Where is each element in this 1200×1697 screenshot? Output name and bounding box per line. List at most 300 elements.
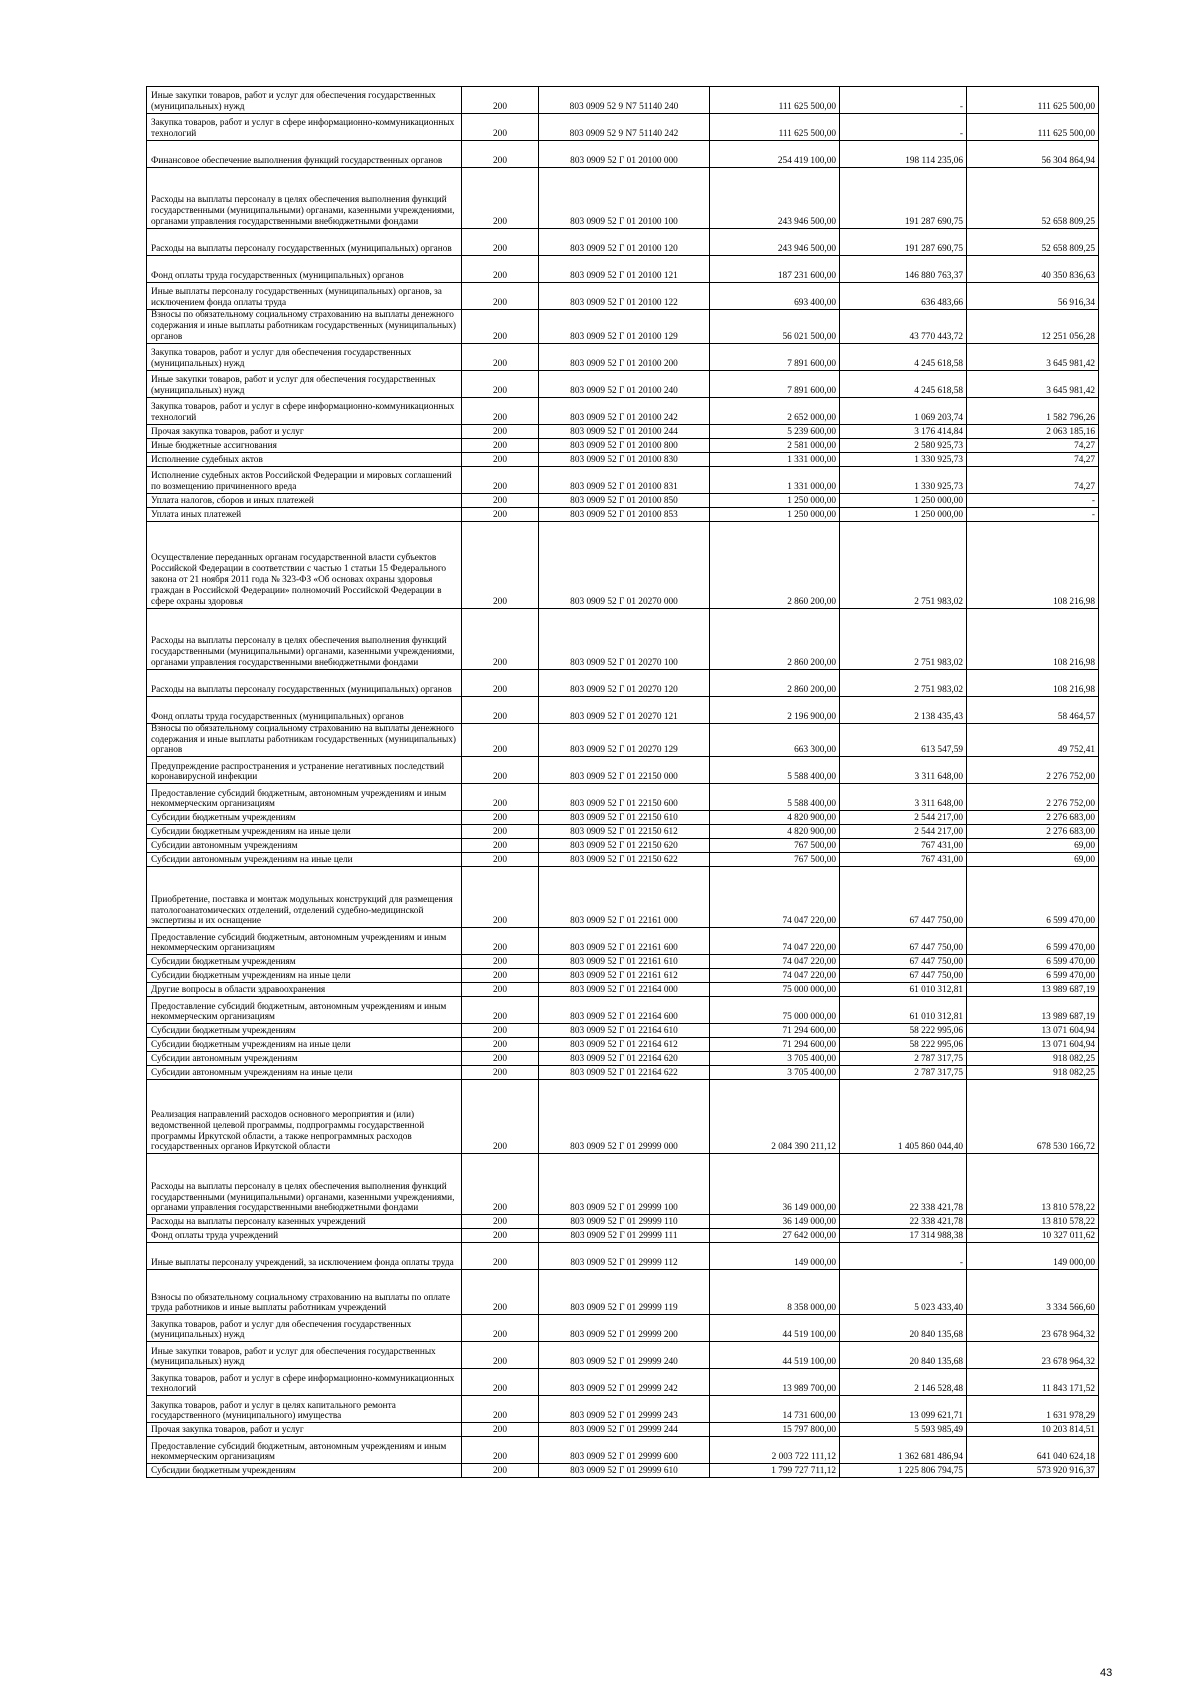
row-classification-code: 803 0909 52 Г 01 22150 000 xyxy=(539,757,710,784)
row-classification-code: 803 0909 52 Г 01 20100 850 xyxy=(539,493,710,507)
row-unexecuted-amount: 111 625 500,00 xyxy=(967,87,1099,114)
row-executed-amount: 3 176 414,84 xyxy=(840,424,967,438)
row-classification-code: 803 0909 52 Г 01 20100 100 xyxy=(539,168,710,229)
row-approved-amount: 7 891 600,00 xyxy=(710,370,840,397)
row-line-code: 200 xyxy=(462,1038,539,1052)
row-approved-amount: 111 625 500,00 xyxy=(710,114,840,141)
row-approved-amount: 1 331 000,00 xyxy=(710,452,840,466)
row-classification-code: 803 0909 52 Г 01 20270 120 xyxy=(539,669,710,696)
row-executed-amount: 67 447 750,00 xyxy=(840,867,967,928)
row-executed-amount: 5 593 985,49 xyxy=(840,1423,967,1437)
row-unexecuted-amount: 641 040 624,18 xyxy=(967,1437,1099,1464)
table-row xyxy=(147,1024,1099,1038)
row-line-code: 200 xyxy=(462,397,539,424)
table-row xyxy=(147,493,1099,507)
row-name: Фонд оплаты труда учреждений xyxy=(147,1229,462,1243)
row-name: Другие вопросы в области здравоохранения xyxy=(147,983,462,997)
row-approved-amount: 3 705 400,00 xyxy=(710,1066,840,1080)
row-classification-code: 803 0909 52 Г 01 20100 853 xyxy=(539,507,710,521)
row-name: Иные выплаты персоналу государственных (муниципальных) органов, за исключением фонда оплаты труда xyxy=(147,283,462,310)
row-classification-code: 803 0909 52 Г 01 22164 612 xyxy=(539,1038,710,1052)
row-classification-code: 803 0909 52 Г 01 22150 600 xyxy=(539,784,710,811)
row-name: Расходы на выплаты персоналу в целях обеспечения выполнения функций государственными (муниципальными) органами, казенными учреждениями, органами управления государственными внебюджетными фондами xyxy=(147,168,462,229)
table-row xyxy=(147,87,1099,114)
row-unexecuted-amount: - xyxy=(967,507,1099,521)
table-body xyxy=(147,87,1099,1478)
row-unexecuted-amount: 6 599 470,00 xyxy=(967,867,1099,928)
table-row xyxy=(147,969,1099,983)
row-name: Предоставление субсидий бюджетным, автономным учреждениям и иным некоммерческим организациям xyxy=(147,1437,462,1464)
row-executed-amount: 2 751 983,02 xyxy=(840,521,967,608)
row-approved-amount: 44 519 100,00 xyxy=(710,1342,840,1369)
table-row xyxy=(147,784,1099,811)
row-unexecuted-amount: 69,00 xyxy=(967,853,1099,867)
row-name: Субсидии бюджетным учреждениям xyxy=(147,811,462,825)
table-row xyxy=(147,723,1099,757)
row-line-code: 200 xyxy=(462,256,539,283)
row-classification-code: 803 0909 52 Г 01 22164 610 xyxy=(539,1024,710,1038)
row-executed-amount: 1 362 681 486,94 xyxy=(840,1437,967,1464)
row-executed-amount: 2 787 317,75 xyxy=(840,1052,967,1066)
row-classification-code: 803 0909 52 Г 01 29999 119 xyxy=(539,1270,710,1315)
table-row xyxy=(147,1215,1099,1229)
row-executed-amount: - xyxy=(840,1243,967,1270)
row-approved-amount: 27 642 000,00 xyxy=(710,1229,840,1243)
row-executed-amount: 613 547,59 xyxy=(840,723,967,757)
row-approved-amount: 2 860 200,00 xyxy=(710,669,840,696)
row-name: Финансовое обеспечение выполнения функций государственных органов xyxy=(147,141,462,168)
row-unexecuted-amount: 52 658 809,25 xyxy=(967,168,1099,229)
row-classification-code: 803 0909 52 Г 01 22164 622 xyxy=(539,1066,710,1080)
row-line-code: 200 xyxy=(462,969,539,983)
row-line-code: 200 xyxy=(462,1396,539,1423)
row-unexecuted-amount: 2 276 683,00 xyxy=(967,825,1099,839)
row-classification-code: 803 0909 52 Г 01 29999 610 xyxy=(539,1464,710,1478)
row-line-code: 200 xyxy=(462,1080,539,1154)
row-unexecuted-amount: 918 082,25 xyxy=(967,1052,1099,1066)
row-unexecuted-amount: 74,27 xyxy=(967,452,1099,466)
row-executed-amount: - xyxy=(840,87,967,114)
row-approved-amount: 254 419 100,00 xyxy=(710,141,840,168)
row-unexecuted-amount: 2 063 185,16 xyxy=(967,424,1099,438)
row-executed-amount: 2 751 983,02 xyxy=(840,669,967,696)
row-line-code: 200 xyxy=(462,168,539,229)
table-row xyxy=(147,141,1099,168)
row-approved-amount: 767 500,00 xyxy=(710,839,840,853)
row-line-code: 200 xyxy=(462,1215,539,1229)
row-name: Прочая закупка товаров, работ и услуг xyxy=(147,1423,462,1437)
table-row xyxy=(147,608,1099,669)
row-line-code: 200 xyxy=(462,608,539,669)
row-executed-amount: 1 069 203,74 xyxy=(840,397,967,424)
row-name: Субсидии автономным учреждениям на иные цели xyxy=(147,1066,462,1080)
row-executed-amount: - xyxy=(840,114,967,141)
table-row xyxy=(147,757,1099,784)
row-approved-amount: 36 149 000,00 xyxy=(710,1215,840,1229)
row-executed-amount: 67 447 750,00 xyxy=(840,969,967,983)
row-unexecuted-amount: 52 658 809,25 xyxy=(967,229,1099,256)
row-line-code: 200 xyxy=(462,669,539,696)
row-name: Предоставление субсидий бюджетным, автономным учреждениям и иным некоммерческим организациям xyxy=(147,997,462,1024)
table-row xyxy=(147,825,1099,839)
row-executed-amount: 20 840 135,68 xyxy=(840,1342,967,1369)
row-executed-amount: 4 245 618,58 xyxy=(840,370,967,397)
row-approved-amount: 2 652 000,00 xyxy=(710,397,840,424)
row-line-code: 200 xyxy=(462,1066,539,1080)
row-approved-amount: 2 003 722 111,12 xyxy=(710,1437,840,1464)
row-name: Расходы на выплаты персоналу в целях обеспечения выполнения функций государственными (муниципальными) органами, казенными учреждениями, органами управления государственными внебюджетными фондами xyxy=(147,1154,462,1215)
row-unexecuted-amount: 13 071 604,94 xyxy=(967,1038,1099,1052)
row-approved-amount: 44 519 100,00 xyxy=(710,1315,840,1342)
row-unexecuted-amount: 108 216,98 xyxy=(967,608,1099,669)
row-line-code: 200 xyxy=(462,507,539,521)
row-name: Субсидии бюджетным учреждениям xyxy=(147,1464,462,1478)
row-line-code: 200 xyxy=(462,1369,539,1396)
row-classification-code: 803 0909 52 Г 01 22150 622 xyxy=(539,853,710,867)
row-name: Исполнение судебных актов xyxy=(147,452,462,466)
row-name: Взносы по обязательному социальному страхованию на выплаты денежного содержания и иные выплаты работникам государственных (муниципальных) органов xyxy=(147,723,462,757)
table-row xyxy=(147,507,1099,521)
row-line-code: 200 xyxy=(462,521,539,608)
row-classification-code: 803 0909 52 Г 01 29999 112 xyxy=(539,1243,710,1270)
table-row xyxy=(147,1052,1099,1066)
row-approved-amount: 149 000,00 xyxy=(710,1243,840,1270)
row-executed-amount: 1 330 925,73 xyxy=(840,466,967,493)
row-executed-amount: 191 287 690,75 xyxy=(840,229,967,256)
row-approved-amount: 2 196 900,00 xyxy=(710,696,840,723)
row-unexecuted-amount: 678 530 166,72 xyxy=(967,1080,1099,1154)
row-approved-amount: 4 820 900,00 xyxy=(710,811,840,825)
row-classification-code: 803 0909 52 Г 01 29999 111 xyxy=(539,1229,710,1243)
row-unexecuted-amount: 23 678 964,32 xyxy=(967,1315,1099,1342)
table-row xyxy=(147,370,1099,397)
row-unexecuted-amount: 3 334 566,60 xyxy=(967,1270,1099,1315)
row-approved-amount: 2 084 390 211,12 xyxy=(710,1080,840,1154)
row-line-code: 200 xyxy=(462,723,539,757)
row-executed-amount: 4 245 618,58 xyxy=(840,343,967,370)
row-line-code: 200 xyxy=(462,928,539,955)
row-classification-code: 803 0909 52 Г 01 20100 122 xyxy=(539,283,710,310)
row-approved-amount: 13 989 700,00 xyxy=(710,1369,840,1396)
row-approved-amount: 71 294 600,00 xyxy=(710,1038,840,1052)
table-row xyxy=(147,1066,1099,1080)
row-line-code: 200 xyxy=(462,283,539,310)
row-approved-amount: 1 250 000,00 xyxy=(710,493,840,507)
row-classification-code: 803 0909 52 Г 01 22150 620 xyxy=(539,839,710,853)
row-unexecuted-amount: 2 276 752,00 xyxy=(967,757,1099,784)
row-classification-code: 803 0909 52 Г 01 22164 600 xyxy=(539,997,710,1024)
row-unexecuted-amount: 3 645 981,42 xyxy=(967,343,1099,370)
row-approved-amount: 74 047 220,00 xyxy=(710,928,840,955)
row-line-code: 200 xyxy=(462,1315,539,1342)
table-row xyxy=(147,811,1099,825)
row-approved-amount: 5 588 400,00 xyxy=(710,784,840,811)
row-approved-amount: 1 331 000,00 xyxy=(710,466,840,493)
table-row xyxy=(147,466,1099,493)
row-classification-code: 803 0909 52 Г 01 29999 200 xyxy=(539,1315,710,1342)
row-unexecuted-amount: 6 599 470,00 xyxy=(967,928,1099,955)
row-name: Предоставление субсидий бюджетным, автономным учреждениям и иным некоммерческим организациям xyxy=(147,784,462,811)
row-unexecuted-amount: - xyxy=(967,493,1099,507)
row-executed-amount: 2 544 217,00 xyxy=(840,811,967,825)
row-line-code: 200 xyxy=(462,839,539,853)
row-unexecuted-amount: 13 810 578,22 xyxy=(967,1154,1099,1215)
row-line-code: 200 xyxy=(462,466,539,493)
row-line-code: 200 xyxy=(462,784,539,811)
row-executed-amount: 1 405 860 044,40 xyxy=(840,1080,967,1154)
row-name: Закупка товаров, работ и услуг в сфере информационно-коммуникационных технологий xyxy=(147,397,462,424)
row-unexecuted-amount: 2 276 683,00 xyxy=(967,811,1099,825)
row-classification-code: 803 0909 52 Г 01 22164 620 xyxy=(539,1052,710,1066)
row-line-code: 200 xyxy=(462,853,539,867)
row-classification-code: 803 0909 52 Г 01 20100 200 xyxy=(539,343,710,370)
row-name: Уплата иных платежей xyxy=(147,507,462,521)
row-classification-code: 803 0909 52 Г 01 20100 830 xyxy=(539,452,710,466)
row-approved-amount: 187 231 600,00 xyxy=(710,256,840,283)
row-classification-code: 803 0909 52 Г 01 20270 000 xyxy=(539,521,710,608)
table-row xyxy=(147,168,1099,229)
row-name: Фонд оплаты труда государственных (муниципальных) органов xyxy=(147,696,462,723)
row-unexecuted-amount: 108 216,98 xyxy=(967,521,1099,608)
row-executed-amount: 2 787 317,75 xyxy=(840,1066,967,1080)
table-row xyxy=(147,867,1099,928)
row-approved-amount: 2 860 200,00 xyxy=(710,521,840,608)
row-classification-code: 803 0909 52 Г 01 20100 240 xyxy=(539,370,710,397)
row-unexecuted-amount: 918 082,25 xyxy=(967,1066,1099,1080)
row-approved-amount: 75 000 000,00 xyxy=(710,983,840,997)
table-row xyxy=(147,696,1099,723)
row-approved-amount: 4 820 900,00 xyxy=(710,825,840,839)
row-line-code: 200 xyxy=(462,493,539,507)
row-unexecuted-amount: 11 843 171,52 xyxy=(967,1369,1099,1396)
table-row xyxy=(147,928,1099,955)
table-row xyxy=(147,452,1099,466)
row-executed-amount: 67 447 750,00 xyxy=(840,928,967,955)
row-name: Субсидии бюджетным учреждениям на иные цели xyxy=(147,825,462,839)
row-executed-amount: 1 225 806 794,75 xyxy=(840,1464,967,1478)
row-classification-code: 803 0909 52 Г 01 20100 244 xyxy=(539,424,710,438)
table-row xyxy=(147,1342,1099,1369)
table-row xyxy=(147,669,1099,696)
row-unexecuted-amount: 74,27 xyxy=(967,466,1099,493)
row-executed-amount: 61 010 312,81 xyxy=(840,983,967,997)
row-executed-amount: 22 338 421,78 xyxy=(840,1215,967,1229)
table-row xyxy=(147,997,1099,1024)
row-name: Субсидии бюджетным учреждениям на иные цели xyxy=(147,1038,462,1052)
row-approved-amount: 74 047 220,00 xyxy=(710,969,840,983)
row-classification-code: 803 0909 52 Г 01 22161 600 xyxy=(539,928,710,955)
row-unexecuted-amount: 3 645 981,42 xyxy=(967,370,1099,397)
row-executed-amount: 3 311 648,00 xyxy=(840,784,967,811)
row-classification-code: 803 0909 52 Г 01 20100 831 xyxy=(539,466,710,493)
row-approved-amount: 111 625 500,00 xyxy=(710,87,840,114)
row-line-code: 200 xyxy=(462,983,539,997)
row-unexecuted-amount: 69,00 xyxy=(967,839,1099,853)
table-row xyxy=(147,1229,1099,1243)
row-line-code: 200 xyxy=(462,87,539,114)
row-executed-amount: 61 010 312,81 xyxy=(840,997,967,1024)
row-line-code: 200 xyxy=(462,1437,539,1464)
row-name: Расходы на выплаты персоналу казенных учреждений xyxy=(147,1215,462,1229)
row-approved-amount: 15 797 800,00 xyxy=(710,1423,840,1437)
row-approved-amount: 5 588 400,00 xyxy=(710,757,840,784)
table-row xyxy=(147,1396,1099,1423)
row-name: Иные закупки товаров, работ и услуг для обеспечения государственных (муниципальных) нужд xyxy=(147,87,462,114)
row-classification-code: 803 0909 52 Г 01 29999 240 xyxy=(539,1342,710,1369)
row-line-code: 200 xyxy=(462,955,539,969)
row-classification-code: 803 0909 52 Г 01 22150 612 xyxy=(539,825,710,839)
row-classification-code: 803 0909 52 Г 01 22164 000 xyxy=(539,983,710,997)
row-approved-amount: 36 149 000,00 xyxy=(710,1154,840,1215)
row-executed-amount: 767 431,00 xyxy=(840,853,967,867)
table-row xyxy=(147,839,1099,853)
row-approved-amount: 243 946 500,00 xyxy=(710,168,840,229)
row-name: Приобретение, поставка и монтаж модульных конструкций для размещения патологоанатомических отделений, отделений судебно-медицинской экспертизы и их оснащение xyxy=(147,867,462,928)
row-name: Расходы на выплаты персоналу в целях обеспечения выполнения функций государственными (муниципальными) органами, казенными учреждениями, органами управления государственными внебюджетными фондами xyxy=(147,608,462,669)
row-approved-amount: 243 946 500,00 xyxy=(710,229,840,256)
row-classification-code: 803 0909 52 9 N7 51140 240 xyxy=(539,87,710,114)
row-unexecuted-amount: 13 810 578,22 xyxy=(967,1215,1099,1229)
row-unexecuted-amount: 6 599 470,00 xyxy=(967,969,1099,983)
row-name: Уплата налогов, сборов и иных платежей xyxy=(147,493,462,507)
row-executed-amount: 1 250 000,00 xyxy=(840,507,967,521)
row-line-code: 200 xyxy=(462,1464,539,1478)
row-classification-code: 803 0909 52 Г 01 29999 110 xyxy=(539,1215,710,1229)
row-unexecuted-amount: 149 000,00 xyxy=(967,1243,1099,1270)
row-classification-code: 803 0909 52 Г 01 22161 612 xyxy=(539,969,710,983)
row-unexecuted-amount: 74,27 xyxy=(967,438,1099,452)
row-name: Закупка товаров, работ и услуг в целях капитального ремонта государственного (муниципального) имущества xyxy=(147,1396,462,1423)
row-line-code: 200 xyxy=(462,1024,539,1038)
budget-execution-table xyxy=(146,86,1099,1478)
row-name: Субсидии автономным учреждениям на иные цели xyxy=(147,853,462,867)
row-unexecuted-amount: 573 920 916,37 xyxy=(967,1464,1099,1478)
row-classification-code: 803 0909 52 Г 01 20100 242 xyxy=(539,397,710,424)
row-executed-amount: 2 146 528,48 xyxy=(840,1369,967,1396)
table-row xyxy=(147,1038,1099,1052)
table-row xyxy=(147,1154,1099,1215)
row-name: Субсидии бюджетным учреждениям xyxy=(147,955,462,969)
row-unexecuted-amount: 13 989 687,19 xyxy=(967,997,1099,1024)
row-name: Расходы на выплаты персоналу государственных (муниципальных) органов xyxy=(147,229,462,256)
row-unexecuted-amount: 1 631 978,29 xyxy=(967,1396,1099,1423)
row-name: Иные выплаты персоналу учреждений, за исключением фонда оплаты труда xyxy=(147,1243,462,1270)
table-row xyxy=(147,310,1099,344)
row-unexecuted-amount: 10 203 814,51 xyxy=(967,1423,1099,1437)
row-approved-amount: 74 047 220,00 xyxy=(710,955,840,969)
row-executed-amount: 1 250 000,00 xyxy=(840,493,967,507)
row-unexecuted-amount: 23 678 964,32 xyxy=(967,1342,1099,1369)
row-executed-amount: 13 099 621,71 xyxy=(840,1396,967,1423)
row-name: Субсидии бюджетным учреждениям xyxy=(147,1024,462,1038)
row-executed-amount: 191 287 690,75 xyxy=(840,168,967,229)
row-executed-amount: 2 544 217,00 xyxy=(840,825,967,839)
table-row xyxy=(147,424,1099,438)
table-row xyxy=(147,343,1099,370)
row-classification-code: 803 0909 52 Г 01 22150 610 xyxy=(539,811,710,825)
table-row xyxy=(147,1369,1099,1396)
row-line-code: 200 xyxy=(462,114,539,141)
row-name: Предупреждение распространения и устранение негативных последствий коронавирусной инфекции xyxy=(147,757,462,784)
row-classification-code: 803 0909 52 Г 01 20100 800 xyxy=(539,438,710,452)
row-name: Осуществление переданных органам государственной власти субъектов Российской Федерации в соответствии с частью 1 статьи 15 Федерального закона от 21 ноября 2011 года № 323-ФЗ «Об основах охраны здоровья граждан в Российской Федерации» полномочий Российской Федерации в сфере охраны здоровья xyxy=(147,521,462,608)
row-executed-amount: 22 338 421,78 xyxy=(840,1154,967,1215)
row-line-code: 200 xyxy=(462,696,539,723)
row-approved-amount: 74 047 220,00 xyxy=(710,867,840,928)
row-name: Иные закупки товаров, работ и услуг для обеспечения государственных (муниципальных) нужд xyxy=(147,370,462,397)
row-classification-code: 803 0909 52 Г 01 29999 100 xyxy=(539,1154,710,1215)
row-classification-code: 803 0909 52 Г 01 29999 242 xyxy=(539,1369,710,1396)
row-name: Взносы по обязательному социальному страхованию на выплаты по оплате труда работников и иные выплаты работникам учреждений xyxy=(147,1270,462,1315)
row-executed-amount: 67 447 750,00 xyxy=(840,955,967,969)
row-unexecuted-amount: 10 327 011,62 xyxy=(967,1229,1099,1243)
row-unexecuted-amount: 12 251 056,28 xyxy=(967,310,1099,344)
table-row xyxy=(147,1243,1099,1270)
row-line-code: 200 xyxy=(462,1243,539,1270)
table-row xyxy=(147,1437,1099,1464)
row-classification-code: 803 0909 52 Г 01 20100 000 xyxy=(539,141,710,168)
table-row xyxy=(147,955,1099,969)
row-approved-amount: 663 300,00 xyxy=(710,723,840,757)
row-name: Иные закупки товаров, работ и услуг для обеспечения государственных (муниципальных) нужд xyxy=(147,1342,462,1369)
row-classification-code: 803 0909 52 Г 01 29999 600 xyxy=(539,1437,710,1464)
row-classification-code: 803 0909 52 Г 01 29999 000 xyxy=(539,1080,710,1154)
row-line-code: 200 xyxy=(462,997,539,1024)
row-classification-code: 803 0909 52 Г 01 22161 610 xyxy=(539,955,710,969)
row-name: Субсидии автономным учреждениям xyxy=(147,1052,462,1066)
row-name: Исполнение судебных актов Российской Федерации и мировых соглашений по возмещению причиненного вреда xyxy=(147,466,462,493)
row-approved-amount: 5 239 600,00 xyxy=(710,424,840,438)
row-executed-amount: 5 023 433,40 xyxy=(840,1270,967,1315)
row-executed-amount: 636 483,66 xyxy=(840,283,967,310)
row-line-code: 200 xyxy=(462,424,539,438)
row-classification-code: 803 0909 52 Г 01 20270 129 xyxy=(539,723,710,757)
row-executed-amount: 3 311 648,00 xyxy=(840,757,967,784)
row-name: Закупка товаров, работ и услуг для обеспечения государственных (муниципальных) нужд xyxy=(147,1315,462,1342)
row-classification-code: 803 0909 52 Г 01 20270 100 xyxy=(539,608,710,669)
row-line-code: 200 xyxy=(462,310,539,344)
row-line-code: 200 xyxy=(462,229,539,256)
row-line-code: 200 xyxy=(462,452,539,466)
row-unexecuted-amount: 108 216,98 xyxy=(967,669,1099,696)
row-executed-amount: 1 330 925,73 xyxy=(840,452,967,466)
row-approved-amount: 3 705 400,00 xyxy=(710,1052,840,1066)
row-approved-amount: 75 000 000,00 xyxy=(710,997,840,1024)
row-unexecuted-amount: 56 304 864,94 xyxy=(967,141,1099,168)
row-line-code: 200 xyxy=(462,757,539,784)
row-line-code: 200 xyxy=(462,1229,539,1243)
row-executed-amount: 17 314 988,38 xyxy=(840,1229,967,1243)
table-row xyxy=(147,438,1099,452)
row-approved-amount: 71 294 600,00 xyxy=(710,1024,840,1038)
row-approved-amount: 1 250 000,00 xyxy=(710,507,840,521)
row-approved-amount: 56 021 500,00 xyxy=(710,310,840,344)
row-classification-code: 803 0909 52 Г 01 20100 121 xyxy=(539,256,710,283)
page-number: 43 xyxy=(1100,1667,1113,1679)
row-executed-amount: 2 751 983,02 xyxy=(840,608,967,669)
row-line-code: 200 xyxy=(462,343,539,370)
row-line-code: 200 xyxy=(462,811,539,825)
table-row xyxy=(147,1315,1099,1342)
row-name: Субсидии автономным учреждениям xyxy=(147,839,462,853)
row-executed-amount: 20 840 135,68 xyxy=(840,1315,967,1342)
row-executed-amount: 2 138 435,43 xyxy=(840,696,967,723)
row-classification-code: 803 0909 52 9 N7 51140 242 xyxy=(539,114,710,141)
table-row xyxy=(147,256,1099,283)
row-name: Прочая закупка товаров, работ и услуг xyxy=(147,424,462,438)
row-line-code: 200 xyxy=(462,370,539,397)
row-line-code: 200 xyxy=(462,1052,539,1066)
